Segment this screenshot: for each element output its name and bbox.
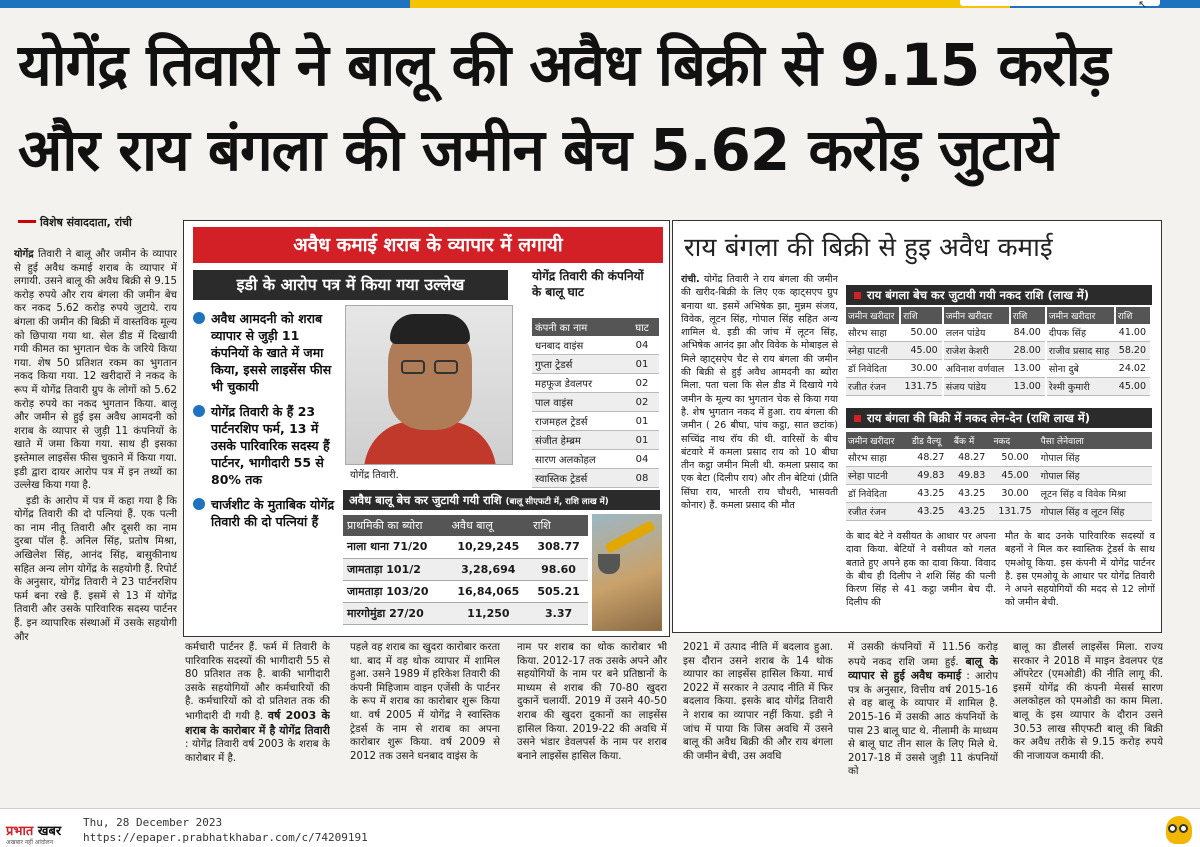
column-header: जमीन खरीदार — [943, 307, 1010, 324]
article-text: : आरोप पत्र के अनुसार, वित्तीय वर्ष 2015-16 से वह बालू के व्यापार में शामिल है. 2015-16 में उसकी आठ कंपनियों के पास 23 बालू घाट थे. नीलामी के माध्यम से बालू घाट तीन साल के लिए मिले थे. 2017-18 में उससे जुड़ी 11 कंपनियों को — [848, 671, 998, 778]
table-cell: 45.00 — [900, 342, 942, 360]
right-box-lower-left: के बाद बेटे ने वसीयत के आधार पर अपना दावा किया. बेटियों ने वसीयत को गलत बताते हुए अपने हक का दावा किया. विवाद के बीच ही दिलीप ने शशि सिंह की पत्नी किरण सिंह से 41 कट्ठा जमीन बेच दी. दिलीप की — [846, 531, 996, 609]
article-text: में उसकी कंपनियों में 11.56 करोड़ रुपये नकद राशि जमा हुई. — [848, 642, 998, 668]
table-cell: 48.27 — [910, 449, 952, 467]
bullet-text: अवैध आमदनी को शराब व्यापार से जुड़ी 11 कंपनियों के खाते में जमा किया, इससे लाइसेंस फीस भी चुकायी — [211, 311, 332, 394]
table-cell: डॉ निवेदिता — [846, 485, 910, 503]
left-subbanner: इडी के आरोप पत्र में किया गया उल्लेख — [193, 270, 508, 300]
table-cell: 84.00 — [1010, 324, 1046, 342]
bullet-icon — [193, 405, 205, 417]
table-row — [532, 431, 659, 450]
article-text: कर्मचारी पार्टनर हैं. फर्म में तिवारी के पारिवारिक सदस्यों की भागीदारी 55 से 80 प्रतिशत तक है. बाकी भागीदारी उसके सहयोगियों और कर्मचारियों की है. कर्मचारियों को दो प्रतिशत तक की भागीदारी दी गयी है. — [185, 642, 330, 722]
table-row — [343, 558, 588, 580]
table-cell: 28.00 — [1010, 342, 1046, 360]
bullet-text: योगेंद्र तिवारी के हैं 23 पार्टनरशिप फर्म, 13 में उसके पारिवारिक सदस्य हैं पार्टनर, भागीदारी 55 से 80% तक — [211, 404, 330, 487]
bullet-square-icon — [854, 415, 861, 422]
table-cell: 131.75 — [991, 503, 1038, 521]
table-cell: गोपाल सिंह — [1039, 449, 1152, 467]
portrait-photo — [345, 305, 513, 465]
table-row — [343, 602, 588, 624]
allegation-bullets — [193, 310, 338, 538]
table-cell: 43.25 — [910, 485, 952, 503]
table-cell: 98.60 — [529, 558, 588, 580]
logo-tagline: अखबार नहीं आंदोलन — [6, 839, 54, 846]
ghat-table-title: योगेंद्र तिवारी की कंपनियों के बालू घाट — [532, 269, 644, 299]
table-cell: 30.00 — [991, 485, 1038, 503]
table-cell: राजीव प्रसाद साह — [1046, 342, 1115, 360]
owl-eye — [1168, 824, 1177, 833]
right-box-lower-right: मौत के बाद उनके पारिवारिक सदस्यों व बहनों ने मिल कर स्वास्तिक ट्रेडर्स के साथ एमओयू किया. इस कंपनी में योगेंद्र पार्टनर है. इस एमओयू के आधार पर योगेंद्र तिवारी ने अपने सहयोगियों की मदद से 12 लोगों को जमीन बेची. — [1005, 531, 1155, 609]
newspaper-logo[interactable] — [6, 821, 61, 839]
right-box-title: राय बंगला की बिक्री से हुइ अवैध कमाई — [684, 233, 1053, 263]
headline-line-2: और राय बंगला की जमीन बेच 5.62 करोड़ जुटाये — [18, 116, 1057, 184]
table-row — [846, 324, 1151, 342]
article-text-1: तिवारी ने बालू और जमीन के व्यापार से हुई अवैध कमाई शराब के व्यापार में लगायी. उसने बालू की अवैध बिक्री से 9.15 करोड़ रुपये और राय बंगला की जमीन बेच कर नकद 5.62 करोड़ रुपये जुटाये. राय बंगला की जमीन की बिक्री में वास्तविक मूल्य को छिपाया गया था. सेल डीड में दिखायी गयी कीमत का भुगतान चेक के जरिये किया गया. शेष 50 प्रतिशत रकम का भुगतान नकद किया गया. 12 खरीदारों ने नकद के रूप में योगेंद्र तिवारी ग्रुप के लोगों को 5.62 करोड़ रुपये का नकद भुगतान किया. बालू और जमीन से हुई इस अवैध आमदनी को शराब के व्यापार से जुड़ी 11 कंपनियों के खाते में जमा किया गया. साथ ही इसका इस्तेमाल लाइसेंस फीस चुकाने में किया गया. इडी द्वारा दायर आरोप पत्र में इन तथ्यों का उल्लेख किया गया है. — [14, 249, 177, 492]
table-cell: संजय पांडेय — [943, 378, 1010, 396]
table-cell: 3.37 — [529, 602, 588, 624]
table-row — [532, 412, 659, 431]
sand-sum-note: (बालू सीएफटी में, राशि लाख में) — [505, 497, 609, 507]
table-cell: स्वास्तिक ट्रेडर्स — [532, 469, 625, 488]
photo-glasses-left — [401, 360, 425, 374]
table-cell: रजीत रंजन — [846, 503, 910, 521]
table-cell: 04 — [625, 450, 659, 469]
table-cell: नाला थाना 71/20 — [343, 536, 448, 558]
photo-hair — [390, 314, 470, 344]
table-cell: गोपाल सिंह व लूटन सिंह — [1039, 503, 1152, 521]
table-cell: जामताड़ा 103/20 — [343, 580, 448, 602]
table-row — [532, 355, 659, 374]
table-cell: 13.00 — [1010, 378, 1046, 396]
article-lead-word: योगेंद्र — [14, 249, 34, 260]
table-cell: 04 — [625, 336, 659, 355]
article-column-5: 2021 में उत्पाद नीति में बदलाव हुआ. इस दौरान उसने शराब के 14 थोक व्यापार का लाइसेंस हासिल किया. मार्च 2022 में सरकार ने उत्पाद नीति में फिर बदलाव किया. इसके बाद योगेंद्र तिवारी ने शराब का व्यापार नहीं किया. इडी ने जांच में पाया कि जिस अवधि में उसने बालू की अवैध बिक्री की और राय बंगला की जमीन बेची, उस अवधि — [683, 642, 833, 762]
ledger-table — [846, 432, 1152, 521]
table-cell: गुप्ता ट्रेडर्स — [532, 355, 625, 374]
column-header: पैसा लेनेवाला — [1039, 432, 1152, 449]
table-cell: 08 — [625, 469, 659, 488]
table-cell: सोना दुबे — [1046, 360, 1115, 378]
table-cell: 11,250 — [448, 602, 530, 624]
column-header: राशि — [529, 515, 588, 536]
column-header: अवैध बालू — [448, 515, 530, 536]
logo-text-a: प्रभात — [6, 824, 34, 839]
table-cell: 505.21 — [529, 580, 588, 602]
table-cell: स्नेहा पाटनी — [846, 467, 910, 485]
table-row — [343, 580, 588, 602]
article-column-1 — [14, 248, 177, 808]
column-header: जमीन खरीदार — [846, 307, 900, 324]
table-cell: 3,28,694 — [448, 558, 530, 580]
table-row — [846, 378, 1151, 396]
table-row — [846, 503, 1152, 521]
table-row — [846, 467, 1152, 485]
column-header: जमीन खरीदार — [1046, 307, 1115, 324]
column-header: जमीन खरीदार — [846, 432, 910, 449]
article-column-4: नाम पर शराब का थोक कारोबार भी किया. 2012-17 तक उसके अपने और सहयोगियों के नाम पर बने प्रतिष्ठानों के माध्यम से शराब की 70-80 खुदरा दुकानें चलायीं. 2019 में उसने 40-50 शराब की खुदरा दुकानों का लाइसेंस हासिल किया. 2019-22 की अवधि में उसने भंडार डेवलपर्स के नाम पर शराब बनाने लाइसेंस हासिल किया. — [517, 642, 667, 762]
bullet-icon — [193, 312, 205, 324]
table-cell: दीपक सिंह — [1046, 324, 1115, 342]
table-row — [532, 336, 659, 355]
excavator-photo — [592, 514, 662, 631]
column-header: नकद — [991, 432, 1038, 449]
sand-sum-title: अवैध बालू बेच कर जुटायी गयी राशि — [349, 493, 502, 507]
table-cell: 10,29,245 — [448, 536, 530, 558]
right-box-text — [681, 273, 838, 525]
ledger-table-title: राय बंगला की बिक्री में नकद लेन-देन (राशि लाख में) — [867, 411, 1091, 425]
right-box-lead: रांची. — [681, 274, 700, 285]
article-text-2: इडी के आरोप में पत्र में कहा गया है कि योगेंद्र तिवारी की दो पत्नियां हैं. एक पत्नी का नाम नीतू तिवारी और दूसरी का नाम दुरबा पॉल है. अनिल सिंह, प्रतोष मिश्रा, अखिलेश सिंह, आनंद सिंह, बासुकीनाथ सहित अन्य लोग योगेंद्र के सहयोगी हैं. रिपोर्ट के अनुसार, योगेंद्र तिवारी ने 23 पार्टनरशिप फर्म बना रखे हैं. इसमें से 13 में योगेंद्र तिवारी और उसके पारिवारिक सदस्य पार्टनर हैं. इन व्यापारिक संस्थाओं में उसके सहयोगी और — [14, 495, 177, 643]
article-column-7: बालू का डीलर्स लाइसेंस मिला. राज्य सरकार ने 2018 में माइन डेवलपर एंड ऑपरेटर (एमओडी) की नीति लागू की. इसमें योगेंद्र की कंपनी मेसर्स सारण अलकोहल को एमओडी का काम मिला. बालू के इस व्यापार के दौरान उसने 30.53 लाख सीएफटी बालू की बिक्री कर अवैध तरीके से 9.15 करोड़ रुपये की नाजायज कमायी की. — [1013, 642, 1163, 762]
byline: विशेष संवाददाता, रांची — [40, 216, 132, 229]
cash-table-title: राय बंगला बेच कर जुटायी गयी नकद राशि (लाख में) — [867, 288, 1090, 302]
table-cell: 45.00 — [991, 467, 1038, 485]
top-accent-strip — [410, 0, 1010, 8]
bullet-square-icon — [854, 292, 861, 299]
sand-sum-table — [343, 515, 588, 625]
table-cell: लूटन सिंह व विवेक मिश्रा — [1039, 485, 1152, 503]
owl-eye — [1179, 824, 1188, 833]
column-header: राशि — [1010, 307, 1046, 324]
right-box-body: योगेंद्र तिवारी ने राय बंगला की जमीन की खरीद-बिक्री के लिए एक व्हाट्सएप ग्रुप बनाया था. इसमें अभिषेक झा, मुन्नम संजय, विवेक, लूटन सिंह, गोपाल सिंह सहित अन्य शामिल थे. इडी की जांच में लूटन सिंह, अभिषेक आनंद झा और विवेक के मोबाइल से मिले व्हाट्सऐप चैट से राय बंगला की जमीन की बिक्री से हुई अवैध आमदनी का ब्योरा मिला. पता चला कि सेल डीड में दिखाये गये जमीन के मूल्य का भुगतान चेक से किया गया है. शेष भुगतान नकद में हुआ. राय बंगला की जमीन ( 26 बीघा, पांच कट्ठा, सात छटांक) सच्चिंद्र नाथ रॉय की थी. वारिसों के बीच बंटवारे में कमला प्रसाद राय को 10 बीघा तीन कट्ठा जमीन मिली थी. कमला प्रसाद का एक बेटा (दिलीप राय) और तीन बेटियां (प्रीति सिंघा राय, भारती राय चौधरी, भासवती कोनार) हैं. कमला प्रसाद की मौत — [681, 274, 838, 512]
table-row — [532, 469, 659, 488]
bullet-item — [193, 496, 338, 530]
bullet-icon — [193, 498, 205, 510]
column-header: प्राथमिकी का ब्योरा — [343, 515, 448, 536]
table-cell: सौरभ साहा — [846, 449, 910, 467]
table-cell: राजमहल ट्रेडर्स — [532, 412, 625, 431]
left-banner: अवैध कमाई शराब के व्यापार में लगायी — [193, 227, 663, 263]
article-subhead: बालू के व्यापार से हुई अवैध कमाई — [848, 654, 998, 683]
table-cell: स्नेहा पाटनी — [846, 342, 900, 360]
table-cell: 45.00 — [1115, 378, 1151, 396]
table-cell: रेश्मी कुमारी — [1046, 378, 1115, 396]
browser-top-bar — [0, 0, 1200, 11]
search-box[interactable] — [960, 0, 1160, 6]
column-header: कंपनी का नाम — [532, 318, 625, 336]
table-row — [846, 485, 1152, 503]
edition-url[interactable]: https://epaper.prabhatkhabar.com/c/74209191 — [83, 831, 368, 844]
table-cell: संजीत हेम्ब्रम — [532, 431, 625, 450]
excavator-bucket — [598, 554, 620, 574]
table-cell: 24.02 — [1115, 360, 1151, 378]
excavator-arm — [605, 520, 656, 553]
table-cell: रजीत रंजन — [846, 378, 900, 396]
article-subhead: वर्ष 2003 के शराब के कारोबार में है योगेंद्र तिवारी — [185, 708, 330, 737]
ghat-table — [532, 318, 659, 488]
table-row — [532, 374, 659, 393]
logo-text-b: खबर — [37, 824, 62, 839]
table-cell: 02 — [625, 393, 659, 412]
table-cell: सौरभ साहा — [846, 324, 900, 342]
table-cell: ललन पांडेय — [943, 324, 1010, 342]
cash-table-title-bar — [846, 285, 1152, 305]
article-column-3: पहले वह शराब का खुदरा कारोबार करता था. बाद में वह थोक व्यापार में शामिल हुआ. उसने 1989 में हरिकेश तिवारी की कंपनी मिहिजाम वाइन एजेंसी के पार्टनर के रूप में शराब का कारोबार शुरू किया था. वर्ष 2005 में योगेंद्र ने स्वास्तिक ट्रेडर्स के नाम से शराब का अपना कारोबार शुरू किया. वर्ष 2009 से 2012 तक उसने धनबाद वाइंस के — [350, 642, 500, 762]
table-cell: गोपाल सिंह — [1039, 467, 1152, 485]
table-cell: 41.00 — [1115, 324, 1151, 342]
table-row — [532, 450, 659, 469]
table-cell: 30.00 — [900, 360, 942, 378]
table-row — [846, 342, 1151, 360]
cash-table — [846, 307, 1152, 396]
column-header: डीड वैल्यू — [910, 432, 952, 449]
table-cell: 16,84,065 — [448, 580, 530, 602]
table-cell: जामताड़ा 101/2 — [343, 558, 448, 580]
table-cell: सारण अलकोहल — [532, 450, 625, 469]
article-text: : योगेंद्र तिवारी वर्ष 2003 के शराब के कारोबार में है. — [185, 739, 330, 764]
table-cell: 01 — [625, 412, 659, 431]
table-row — [846, 449, 1152, 467]
article-column-6 — [848, 641, 998, 803]
table-cell: 308.77 — [529, 536, 588, 558]
table-cell: 49.83 — [910, 467, 952, 485]
table-cell: अविनाश वर्णवाल — [943, 360, 1010, 378]
table-row — [846, 360, 1151, 378]
table-cell: 43.25 — [952, 485, 992, 503]
table-cell: 50.00 — [991, 449, 1038, 467]
table-cell: डॉ निवेदिता — [846, 360, 900, 378]
table-cell: 13.00 — [1010, 360, 1046, 378]
table-cell: 48.27 — [952, 449, 992, 467]
ledger-table-title-bar — [846, 408, 1152, 428]
table-row — [532, 393, 659, 412]
bullet-item — [193, 403, 338, 488]
sand-sum-title-bar — [343, 490, 660, 510]
table-cell: 49.83 — [952, 467, 992, 485]
table-cell: महफूज डेवलपर — [532, 374, 625, 393]
table-cell: 43.25 — [952, 503, 992, 521]
column-header: बैंक में — [952, 432, 992, 449]
bullet-text: चार्जशीट के मुताबिक योगेंद्र तिवारी की दो पत्नियां हैं — [211, 497, 335, 529]
table-row — [343, 536, 588, 558]
article-column-2 — [185, 641, 330, 803]
table-cell: 58.20 — [1115, 342, 1151, 360]
edition-date: Thu, 28 December 2023 — [83, 816, 223, 829]
epaper-footer — [0, 808, 1200, 847]
table-cell: मारगोमुंडा 27/20 — [343, 602, 448, 624]
photo-glasses-right — [434, 360, 458, 374]
cursor-icon: ↖ — [1138, 0, 1148, 11]
owl-mascot-icon[interactable] — [1166, 816, 1192, 844]
table-cell: 131.75 — [900, 378, 942, 396]
table-cell: 50.00 — [900, 324, 942, 342]
headline-line-1: योगेंद्र तिवारी ने बालू की अवैध बिक्री से 9.15 करोड़ — [18, 31, 1110, 99]
table-cell: 43.25 — [910, 503, 952, 521]
column-header: राशि — [1115, 307, 1151, 324]
table-cell: राजेश केशरी — [943, 342, 1010, 360]
table-cell: 01 — [625, 355, 659, 374]
bullet-item — [193, 310, 338, 395]
table-cell: 01 — [625, 431, 659, 450]
column-header: घाट — [625, 318, 659, 336]
table-cell: पाल वाइंस — [532, 393, 625, 412]
table-cell: धनबाद वाइंस — [532, 336, 625, 355]
photo-caption: योगेंद्र तिवारी. — [350, 470, 399, 481]
table-cell: 02 — [625, 374, 659, 393]
column-header: राशि — [900, 307, 942, 324]
